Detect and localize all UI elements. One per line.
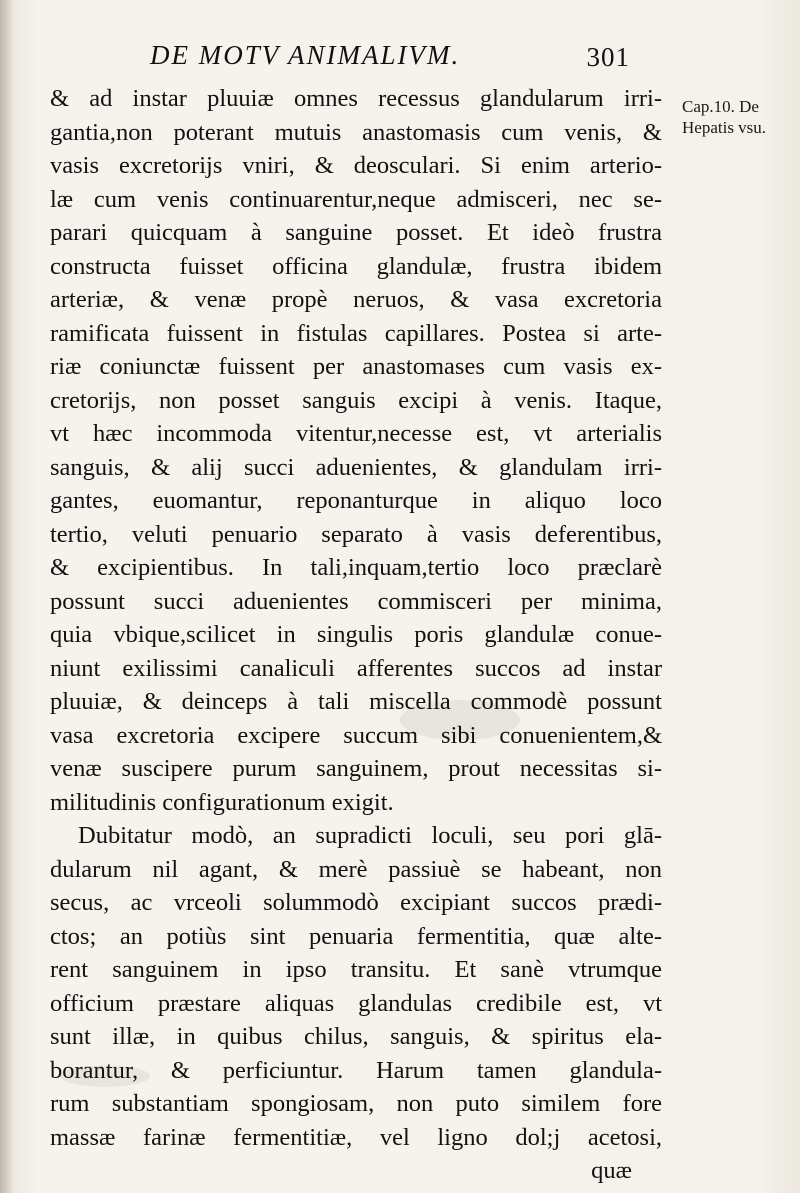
- page-number: 301: [586, 42, 630, 72]
- text-line: gantia,non poterant mutuis anastomasis cum venis, &: [50, 118, 662, 146]
- text-line: læ cum venis continuarentur,neque admisceri, nec se-: [50, 185, 662, 213]
- text-line: vasa excretoria excipere succum sibi conuenientem,&: [50, 721, 662, 749]
- text-line: officium præstare aliquas glandulas credibile est, vt: [50, 989, 662, 1017]
- text-line: tertio, veluti penuario separato à vasis deferentibus,: [50, 520, 662, 548]
- gutter-shadow: [0, 0, 14, 1193]
- text-line: massæ farinæ fermentitiæ, vel ligno dol;j acetosi,: [50, 1123, 662, 1151]
- text-line: gantes, euomantur, reponanturque in aliquo loco: [50, 487, 662, 514]
- text-line: dularum nil agant, & merè passiuè se habeant, non: [50, 855, 662, 883]
- body-text: [50, 82, 662, 1188]
- text-line: pluuiæ, & deinceps à tali miscella commodè possunt: [50, 688, 662, 715]
- text-line: venæ suscipere purum sanguinem, prout necessitas si-: [50, 755, 662, 782]
- text-line: niunt exilissimi canaliculi afferentes succos ad instar: [50, 654, 662, 682]
- text-line: cretorijs, non posset sanguis excipi à venis. Itaque,: [50, 386, 662, 414]
- paragraph-first-line: Dubitatur modò, an supradicti loculi, seu pori glā-: [78, 822, 662, 849]
- running-head: [150, 38, 630, 80]
- text-line: rent sanguinem in ipso transitu. Et sanè vtrumque: [50, 956, 662, 983]
- text-line: arteriæ, & venæ propè neruos, & vasa excretoria: [50, 286, 662, 313]
- text-line: borantur, & perficiuntur. Harum tamen glandula-: [50, 1056, 662, 1084]
- margin-note: [682, 96, 794, 138]
- text-line: secus, ac vrceoli solummodò excipiant succos prædi-: [50, 889, 662, 916]
- text-line: rum substantiam spongiosam, non puto similem fore: [50, 1090, 662, 1117]
- text-line: militudinis configurationum exigit.: [50, 788, 394, 816]
- running-title: DE MOTV ANIMALIVM.: [150, 40, 461, 70]
- text-line: & ad instar pluuiæ omnes recessus glandularum irri-: [50, 85, 662, 112]
- text-line: vt hæc incommoda vitentur,necesse est, vt arterialis: [50, 420, 662, 447]
- text-line: & excipientibus. In tali,inquam,tertio loco præclarè: [50, 554, 662, 581]
- catchword: quæ: [591, 1157, 632, 1184]
- margin-note-line: Cap.10. De: [682, 97, 759, 116]
- margin-note-line: Hepatis vsu.: [682, 118, 767, 137]
- text-line: ctos; an potiùs sint penuaria fermentitia, quæ alte-: [50, 922, 662, 950]
- text-line: sanguis, & alij succi aduenientes, & glandulam irri-: [50, 453, 662, 481]
- text-line: parari quicquam à sanguine posset. Et ideò frustra: [50, 219, 662, 246]
- text-line: constructa fuisset officina glandulæ, frustra ibidem: [50, 252, 662, 280]
- text-line: possunt succi aduenientes commisceri per minima,: [50, 587, 662, 615]
- text-line: quia vbique,scilicet in singulis poris glandulæ conue-: [50, 621, 662, 648]
- text-line: ramificata fuissent in fistulas capillares. Postea si arte-: [50, 319, 662, 347]
- text-line: riæ coniunctæ fuissent per anastomases cum vasis ex-: [50, 353, 662, 380]
- text-line: vasis excretorijs vniri, & deosculari. Si enim arterio-: [50, 152, 662, 179]
- text-line: sunt illæ, in quibus chilus, sanguis, & spiritus ela-: [50, 1023, 662, 1050]
